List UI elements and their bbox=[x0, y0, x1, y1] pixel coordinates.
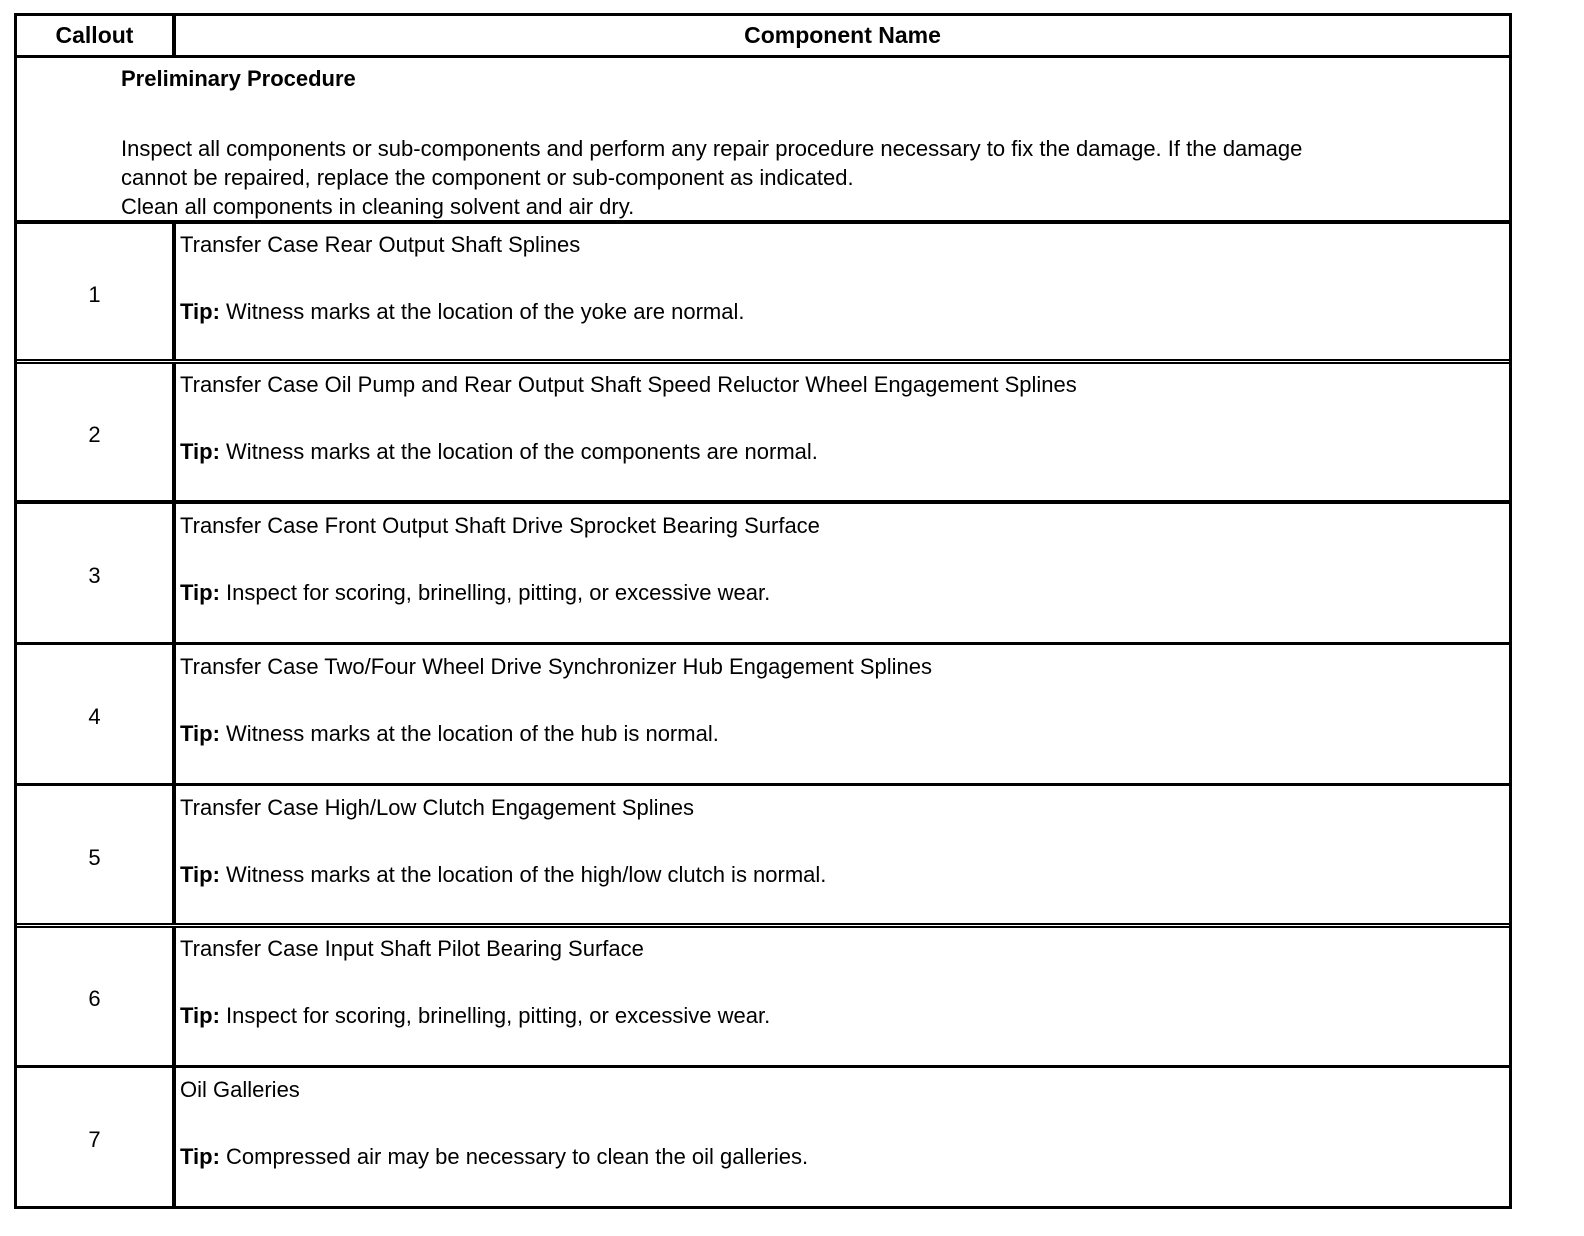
tip-text: Compressed air may be necessary to clean the oil galleries. bbox=[226, 1144, 809, 1169]
component-name: Transfer Case Rear Output Shaft Splines bbox=[180, 232, 581, 257]
preliminary-line: Clean all components in cleaning solvent and air dry. bbox=[121, 194, 635, 219]
component-tip bbox=[180, 299, 745, 325]
header-component-name: Component Name bbox=[744, 22, 941, 48]
callout-number: 2 bbox=[88, 422, 101, 447]
row-divider bbox=[17, 783, 1509, 786]
preliminary-text bbox=[121, 134, 1481, 221]
component-name: Transfer Case Input Shaft Pilot Bearing Surface bbox=[180, 936, 644, 961]
row-divider bbox=[17, 1065, 1509, 1068]
callout-number: 3 bbox=[88, 563, 101, 588]
callout-number: 5 bbox=[88, 845, 101, 870]
component-tip bbox=[180, 721, 719, 747]
callout-number: 7 bbox=[88, 1127, 101, 1152]
preliminary-line: cannot be repaired, replace the component or sub-component as indicated. bbox=[121, 165, 854, 190]
table-row bbox=[17, 646, 1509, 787]
tip-text: Witness marks at the location of the high/low clutch is normal. bbox=[226, 862, 827, 887]
component-name: Transfer Case Front Output Shaft Drive Sprocket Bearing Surface bbox=[180, 513, 820, 538]
preliminary-title: Preliminary Procedure bbox=[121, 66, 356, 91]
component-tip bbox=[180, 1144, 808, 1170]
callout-number: 4 bbox=[88, 704, 101, 729]
component-name: Oil Galleries bbox=[180, 1077, 300, 1102]
component-name: Transfer Case Two/Four Wheel Drive Synchronizer Hub Engagement Splines bbox=[180, 654, 933, 679]
table-row bbox=[17, 364, 1509, 505]
row-divider bbox=[17, 642, 1509, 645]
tip-label: Tip: bbox=[180, 439, 220, 464]
tip-label: Tip: bbox=[180, 862, 220, 887]
preliminary-line: Inspect all components or sub-components and perform any repair procedure necessary to fix the damage. If the damage bbox=[121, 136, 1303, 161]
component-table bbox=[14, 13, 1512, 1209]
component-tip bbox=[180, 580, 770, 606]
tip-text: Witness marks at the location of the yoke are normal. bbox=[226, 299, 745, 324]
tip-text: Witness marks at the location of the hub is normal. bbox=[226, 721, 719, 746]
component-tip bbox=[180, 862, 826, 888]
table-row bbox=[17, 928, 1509, 1069]
component-name: Transfer Case Oil Pump and Rear Output Shaft Speed Reluctor Wheel Engagement Splines bbox=[180, 372, 1077, 397]
table-row bbox=[17, 1069, 1509, 1210]
tip-text: Inspect for scoring, brinelling, pitting, or excessive wear. bbox=[226, 1003, 771, 1028]
table-row bbox=[17, 224, 1509, 365]
preliminary-procedure bbox=[17, 58, 1509, 224]
table-row bbox=[17, 787, 1509, 928]
row-divider bbox=[17, 500, 1509, 504]
table-row bbox=[17, 505, 1509, 646]
table-header bbox=[17, 16, 1509, 58]
tip-text: Inspect for scoring, brinelling, pitting, or excessive wear. bbox=[226, 580, 771, 605]
tip-label: Tip: bbox=[180, 1144, 220, 1169]
header-callout: Callout bbox=[55, 22, 134, 48]
tip-label: Tip: bbox=[180, 580, 220, 605]
tip-label: Tip: bbox=[180, 721, 220, 746]
component-name: Transfer Case High/Low Clutch Engagement Splines bbox=[180, 795, 695, 820]
component-tip bbox=[180, 1003, 770, 1029]
tip-text: Witness marks at the location of the components are normal. bbox=[226, 439, 818, 464]
tip-label: Tip: bbox=[180, 1003, 220, 1028]
callout-number: 1 bbox=[88, 282, 101, 307]
tip-label: Tip: bbox=[180, 299, 220, 324]
callout-number: 6 bbox=[88, 986, 101, 1011]
component-tip bbox=[180, 439, 818, 465]
